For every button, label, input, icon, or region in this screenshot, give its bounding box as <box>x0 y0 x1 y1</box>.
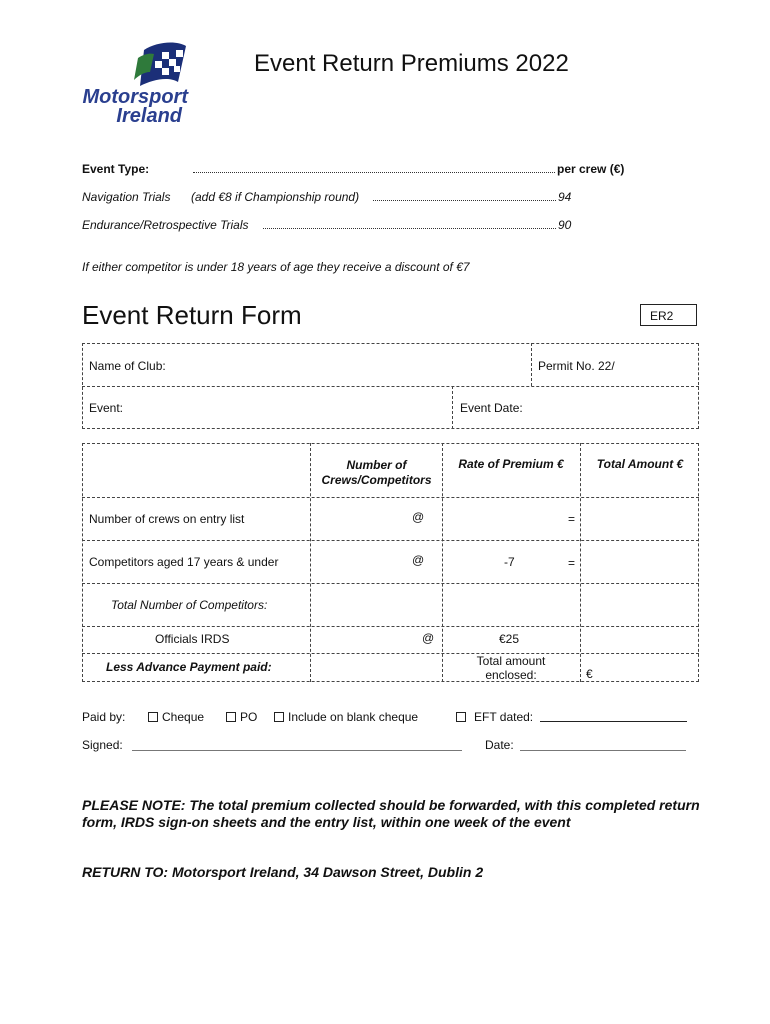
divider <box>82 386 699 387</box>
motorsport-ireland-logo <box>78 42 190 126</box>
eft-checkbox[interactable] <box>456 712 466 722</box>
event-date-field[interactable]: Event Date: <box>460 401 523 415</box>
advance-payment-label: Less Advance Payment paid: <box>106 660 272 674</box>
eft-label: EFT dated: <box>474 710 534 724</box>
divider <box>452 386 453 429</box>
page-title: Event Return Premiums 2022 <box>254 50 569 77</box>
eft-option[interactable] <box>456 710 533 724</box>
blank-cheque-label: Include on blank cheque <box>288 710 419 724</box>
juniors-equals: = <box>568 556 576 570</box>
total-competitors-label: Total Number of Competitors: <box>111 598 268 612</box>
header-number-of-crews: Number of Crews/Competitors <box>321 458 432 487</box>
divider <box>310 443 311 682</box>
cheque-label: Cheque <box>162 710 205 724</box>
divider <box>82 497 699 498</box>
officials-at-symbol: @ <box>422 631 435 645</box>
logo-line-2: Ireland <box>116 105 182 127</box>
navigation-note: (add €8 if Championship round) <box>191 190 360 204</box>
po-label: PO <box>240 710 258 724</box>
officials-rate: €25 <box>499 632 520 646</box>
signature-line[interactable] <box>132 750 462 751</box>
event-type-suffix: per crew (€) <box>557 162 625 176</box>
juniors-row-label: Competitors aged 17 years & under <box>89 555 279 569</box>
divider <box>531 343 532 386</box>
cheque-option[interactable] <box>148 710 204 724</box>
event-type-label: Event Type: <box>82 162 150 176</box>
juniors-at-symbol: @ <box>412 553 425 567</box>
eft-date-line[interactable] <box>540 721 687 722</box>
blank-cheque-option[interactable] <box>274 710 418 724</box>
permit-number-field[interactable]: Permit No. 22/ <box>538 359 615 373</box>
crews-equals: = <box>568 512 576 526</box>
divider <box>82 626 699 627</box>
navigation-label: Navigation Trials <box>82 190 171 204</box>
navigation-dots <box>373 200 556 201</box>
po-checkbox[interactable] <box>226 712 236 722</box>
date-line[interactable] <box>520 750 686 751</box>
divider <box>580 443 581 682</box>
club-name-field[interactable]: Name of Club: <box>89 359 166 373</box>
event-type-dots <box>193 172 555 173</box>
crews-row-label: Number of crews on entry list <box>89 512 245 526</box>
logo-line-1: Motorsport <box>82 86 188 108</box>
blank-cheque-checkbox[interactable] <box>274 712 284 722</box>
signed-label: Signed: <box>82 738 123 752</box>
divider <box>442 443 443 682</box>
form-title: Event Return Form <box>82 300 302 330</box>
checkered-flag-icon <box>78 42 190 92</box>
return-to: RETURN TO: Motorsport Ireland, 34 Dawson Street, Dublin 2 <box>82 864 484 880</box>
endurance-label: Endurance/Retrospective Trials <box>82 218 249 232</box>
divider <box>82 583 699 584</box>
date-label: Date: <box>485 738 514 752</box>
paid-by-label: Paid by: <box>82 710 126 724</box>
total-enclosed-value: € <box>586 667 593 681</box>
please-note: PLEASE NOTE: The total premium collected should be forwarded, with this completed return form, IRDS sign-on sheets and the entry list, within one week of the event <box>82 797 700 830</box>
po-option[interactable] <box>226 710 257 724</box>
endurance-dots <box>263 228 556 229</box>
header-rate-of-premium: Rate of Premium € <box>458 457 564 471</box>
officials-label: Officials IRDS <box>155 632 230 646</box>
crews-at-symbol: @ <box>412 510 425 524</box>
endurance-value: 90 <box>558 218 572 232</box>
form-code-badge: ER2 <box>640 304 697 326</box>
event-field[interactable]: Event: <box>89 401 124 415</box>
discount-note: If either competitor is under 18 years of age they receive a discount of €7 <box>82 260 470 274</box>
juniors-rate: -7 <box>504 555 515 569</box>
header-total-amount: Total Amount € <box>596 457 684 471</box>
divider <box>82 653 699 654</box>
navigation-value: 94 <box>558 190 572 204</box>
total-enclosed-label: Total amount enclosed: <box>476 654 546 682</box>
cheque-checkbox[interactable] <box>148 712 158 722</box>
divider <box>82 540 699 541</box>
